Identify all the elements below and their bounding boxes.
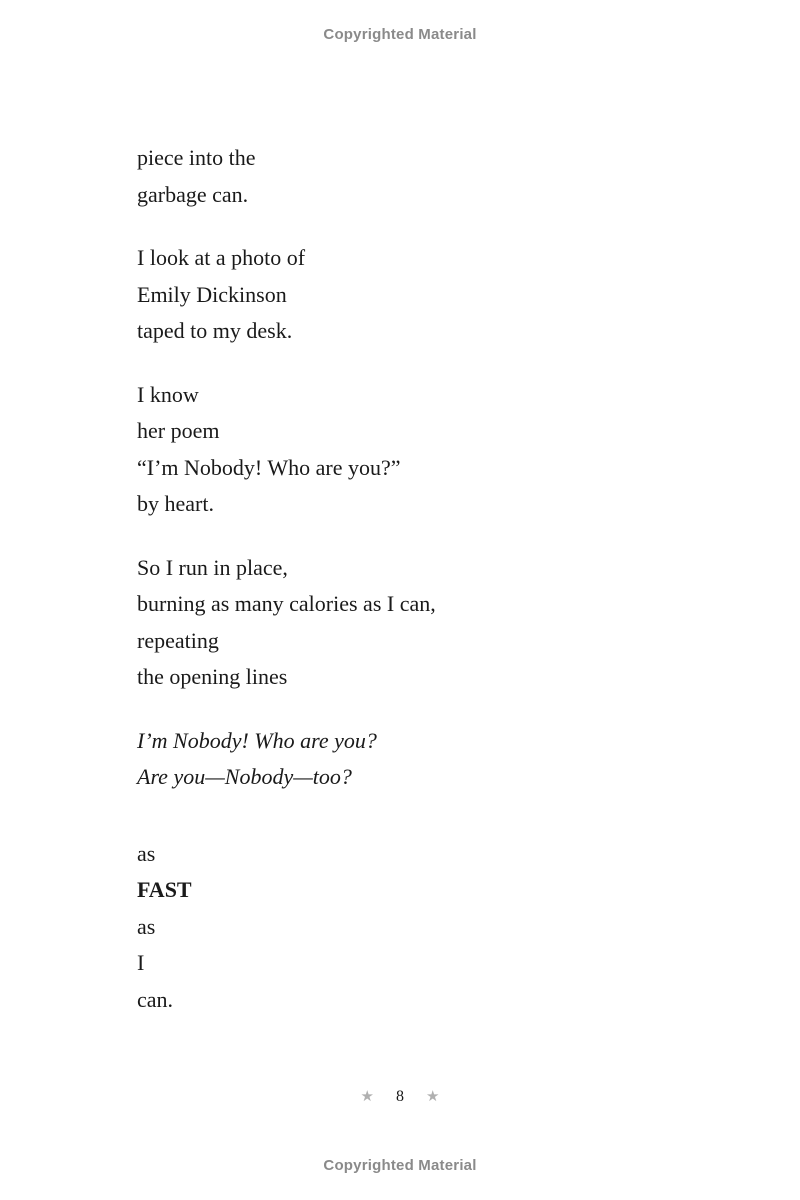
poem-line: I [137, 950, 145, 975]
poem-line: taped to my desk. [137, 318, 293, 343]
stanza-4 [137, 550, 697, 696]
page-number: 8 [396, 1088, 404, 1105]
poem-line: repeating [137, 627, 219, 653]
poem-line-italic: Are you—Nobody—too? [137, 764, 352, 789]
copyright-watermark-top: Copyrighted Material [323, 26, 477, 43]
poem-line: the opening lines [137, 664, 288, 689]
poem-line: garbage can. [137, 181, 249, 207]
poem-line: “I’m Nobody! Who are you?” [137, 454, 401, 480]
poem-line: piece into the [137, 145, 256, 170]
poem-line: So I run in place, [137, 554, 288, 580]
poem-line: her poem [137, 418, 220, 443]
star-icon: ★ [360, 1089, 374, 1105]
page-footer [0, 1087, 800, 1106]
quoted-stanza [137, 723, 697, 796]
poem-line: burning as many calories as I can, [137, 591, 436, 616]
poem-line-italic: I’m Nobody! Who are you? [137, 727, 377, 753]
poem-line: by heart. [137, 491, 214, 516]
stanza-2 [137, 240, 697, 350]
copyright-watermark-bottom: Copyrighted Material [323, 1157, 477, 1174]
stanza-1 [137, 140, 697, 213]
poem-line: as [137, 840, 156, 866]
stanza-final [137, 836, 697, 1019]
poem-line: can. [137, 986, 174, 1012]
poem-line-emphasis: FAST [137, 877, 192, 902]
poem-line: as [137, 913, 156, 939]
poem-line: I look at a photo of [137, 245, 306, 270]
stanza-3 [137, 377, 697, 523]
poem-line: I know [137, 381, 199, 407]
poem-line: Emily Dickinson [137, 281, 287, 307]
poem-body [137, 140, 697, 1045]
star-icon: ★ [426, 1089, 440, 1105]
